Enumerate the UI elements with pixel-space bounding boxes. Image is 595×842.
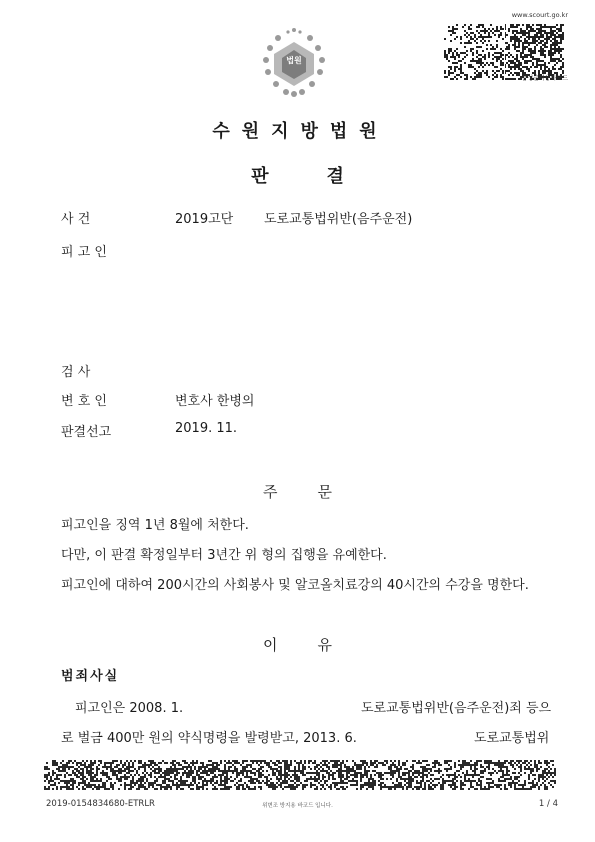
case-name: 도로교통법위반(음주운전) [264, 212, 413, 227]
verdict-date: 2019. 11. [175, 421, 238, 436]
field-label-verdict-date: 판결선고 [61, 425, 112, 440]
facts-line: 로 벌금 400만 원의 약식명령을 발령받고, 2013. 6. [61, 731, 357, 746]
voice-barcode-caption: 음성출력용바코드 [521, 75, 568, 82]
voice-barcode [444, 24, 564, 80]
facts-line: 도로교통법위반(음주운전)죄 등으 [361, 701, 552, 716]
field-label-counsel: 변 호 인 [61, 394, 107, 409]
document-id: 2019-0154834680-ETRLR [46, 799, 155, 809]
court-url: www.scourt.go.kr [511, 11, 568, 19]
defense-counsel: 변호사 한병의 [175, 394, 255, 409]
court-name: 수원지방법원 [212, 121, 389, 142]
case-number: 2019고단 [175, 212, 234, 227]
order-line: 다만, 이 판결 확정일부터 3년간 위 형의 집행을 유예한다. [61, 548, 387, 563]
reasons-title: 이유 [263, 636, 372, 654]
order-line: 피고인에 대하여 200시간의 사회봉사 및 알코올치료강의 40시간의 수강을 명한다. [61, 578, 529, 593]
seal-label: 법원 [286, 56, 302, 65]
facts-line: 도로교통법위 [474, 731, 550, 746]
barcode-note: 위변조 방지용 바코드 입니다. [262, 803, 333, 809]
facts-line: 피고인은 2008. 1. [75, 701, 184, 716]
document-type: 판결 [251, 166, 402, 187]
field-label-prosecutor: 검 사 [61, 365, 91, 380]
crime-facts-heading: 범죄사실 [61, 669, 120, 684]
anti-forgery-barcode [44, 760, 556, 790]
order-line: 피고인을 징역 1년 8월에 처한다. [61, 518, 249, 533]
page-number: 1 / 4 [538, 799, 558, 809]
field-label-defendant: 피 고 인 [61, 245, 107, 260]
court-seal [258, 22, 330, 100]
order-title: 주문 [263, 483, 372, 501]
field-label-case: 사 건 [61, 212, 91, 227]
